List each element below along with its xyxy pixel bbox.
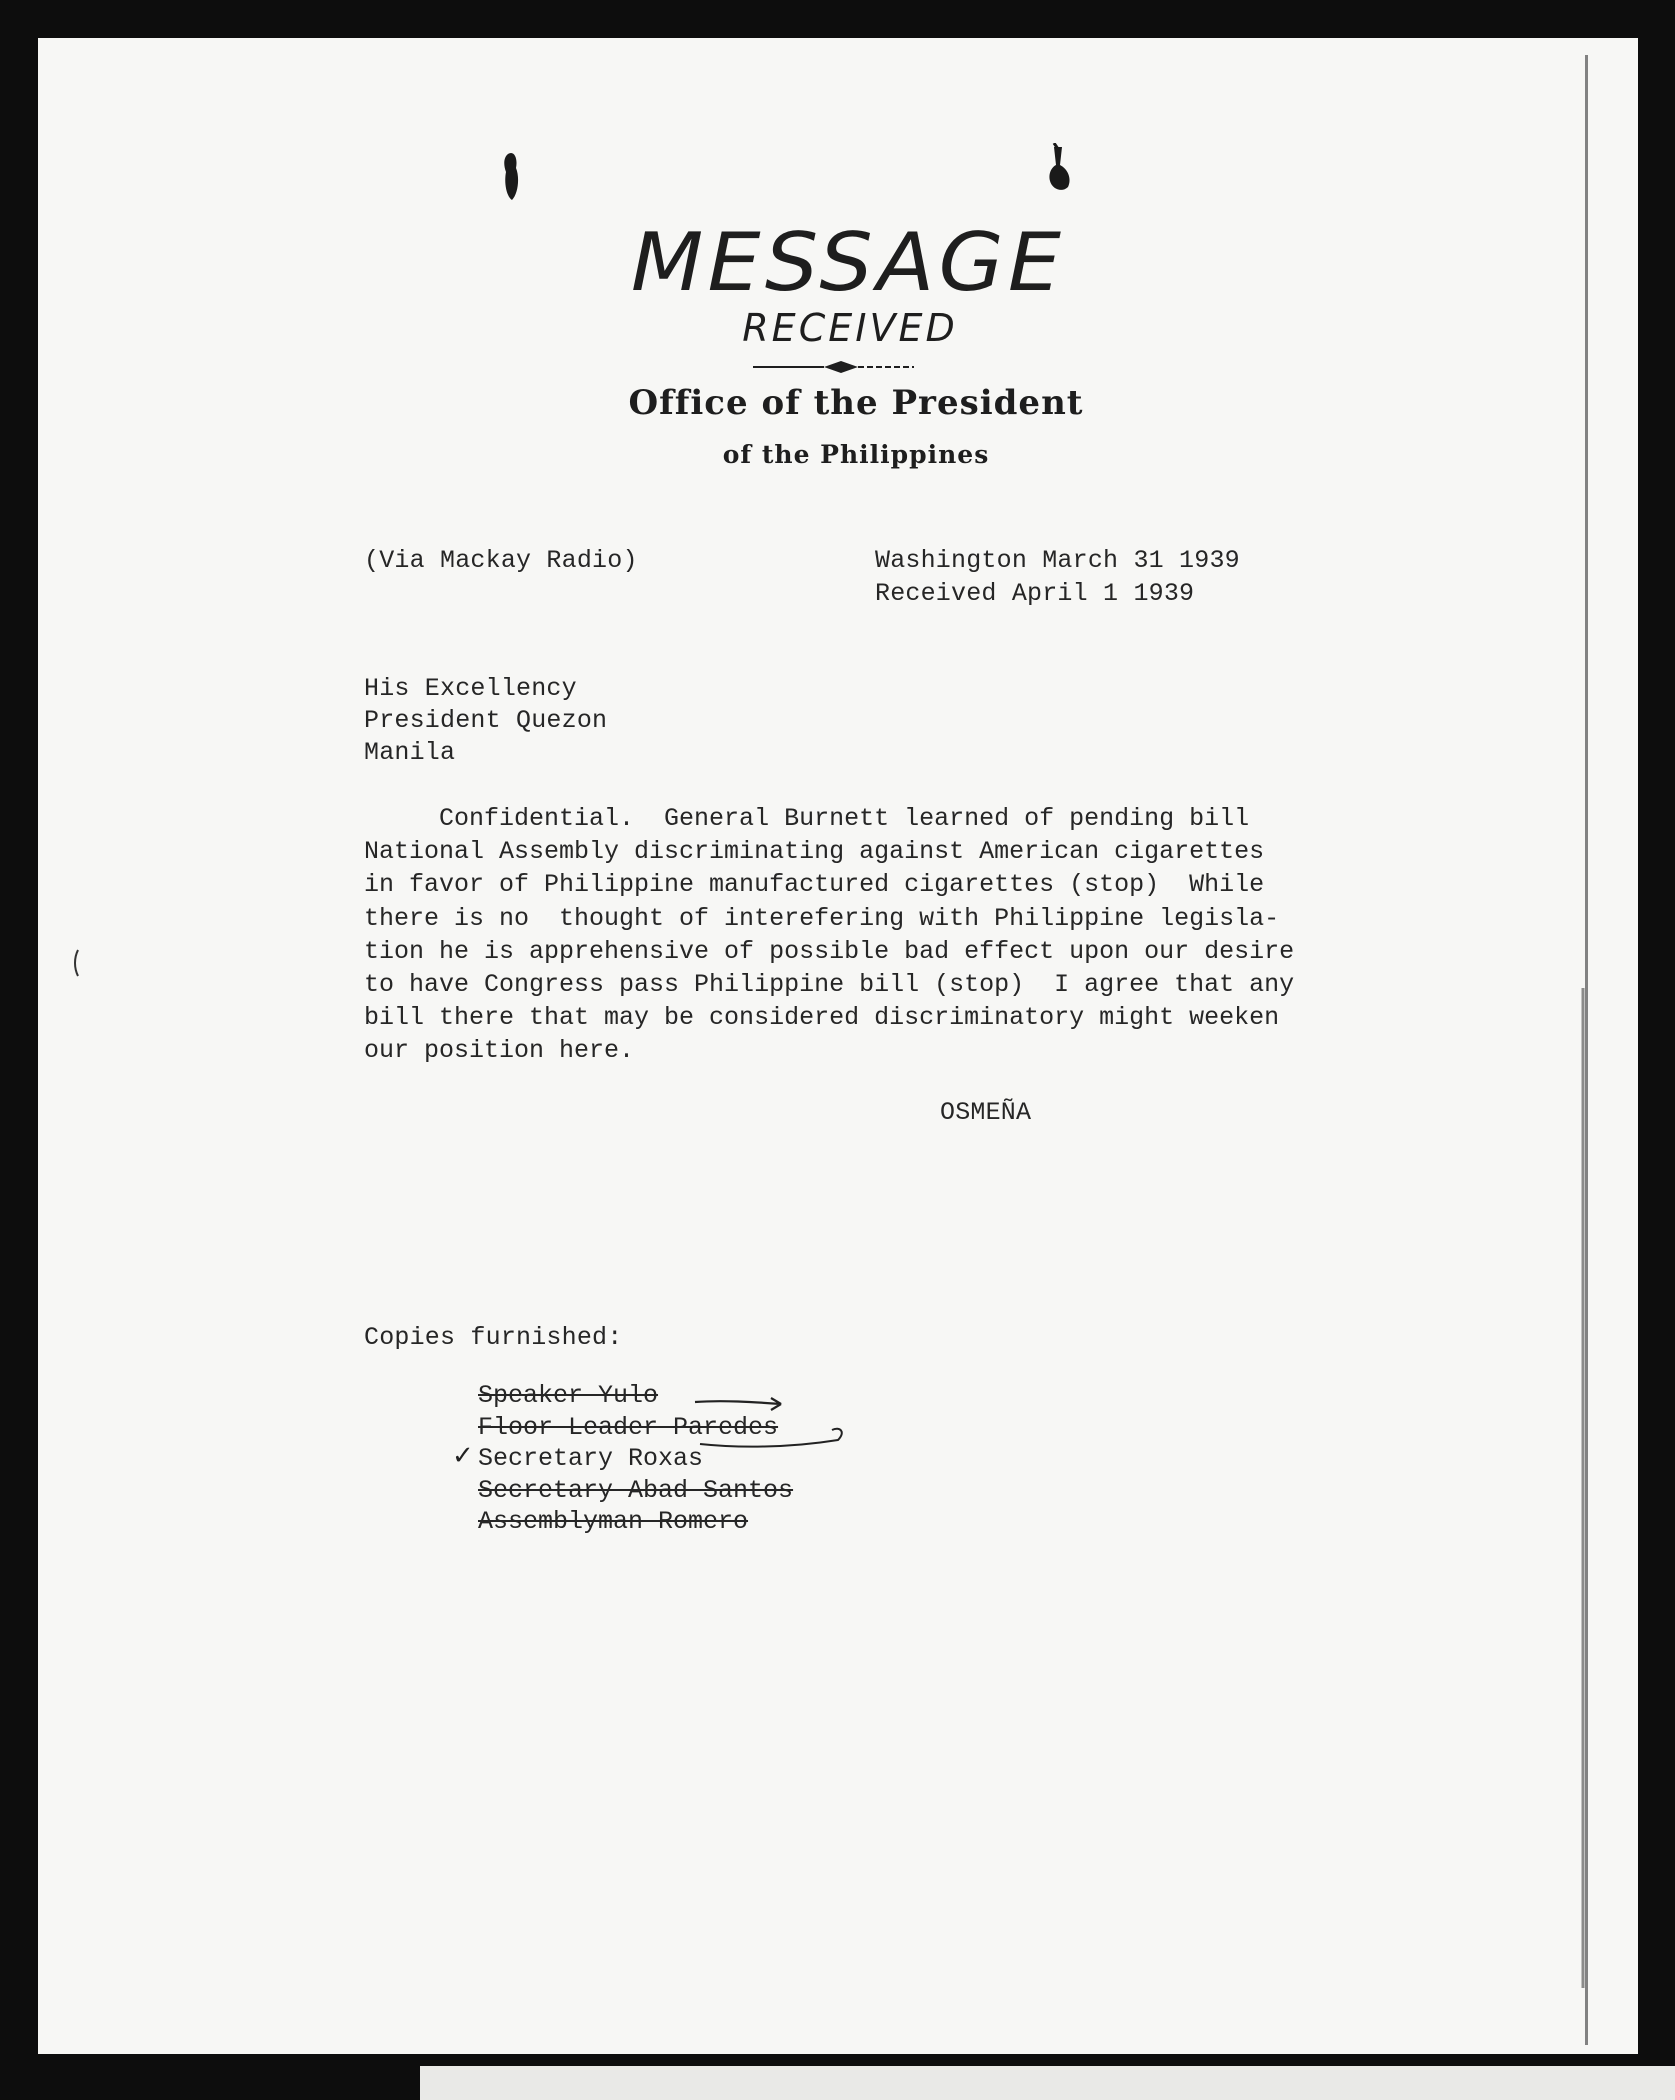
message-body bbox=[364, 802, 1464, 1068]
copy-recipient: Assemblyman Romero bbox=[478, 1507, 749, 1536]
copy-recipient: Secretary Abad Santos bbox=[478, 1475, 794, 1505]
check-mark-icon: ✓ bbox=[452, 1441, 474, 1471]
body-line: tion he is apprehensive of possible bad effect upon our desire bbox=[364, 936, 1295, 966]
underlying-page-strip bbox=[420, 2066, 1675, 2100]
body-line: National Assembly discriminating against American cigarettes bbox=[364, 837, 1265, 867]
of-the-philippines: of the Philippines bbox=[722, 440, 990, 469]
copy-recipient: Speaker Yulo bbox=[478, 1381, 659, 1410]
signature: OSMEÑA bbox=[940, 1098, 1032, 1127]
body-line: our position here. bbox=[364, 1036, 635, 1066]
body-line: to have Congress pass Philippine bill (stop) I agree that any bbox=[364, 969, 1295, 999]
copies-furnished-label: Copies furnished: bbox=[364, 1323, 623, 1352]
body-line: bill there that may be considered discriminatory might weeken bbox=[364, 1003, 1280, 1033]
office-of-the-president: Office of the President bbox=[628, 383, 1084, 423]
dateline: Washington March 31 1939 bbox=[875, 546, 1240, 575]
via-line: (Via Mackay Radio) bbox=[364, 546, 638, 575]
document-page bbox=[38, 38, 1638, 2054]
masthead-subtitle: RECEIVED bbox=[742, 306, 958, 350]
address-line-2: President Quezon bbox=[364, 706, 608, 735]
masthead-title: MESSAGE bbox=[630, 216, 1066, 309]
ink-blot-right bbox=[1040, 143, 1080, 213]
margin-mark bbox=[72, 948, 80, 978]
copy-recipient: Floor Leader Paredes bbox=[478, 1412, 779, 1442]
binding-shadow bbox=[1573, 988, 1593, 1988]
address-line-1: His Excellency bbox=[364, 674, 577, 703]
body-line: in favor of Philippine manufactured cigarettes (stop) While bbox=[364, 870, 1265, 900]
page-edge bbox=[1585, 55, 1588, 2045]
pen-stroke-arrow bbox=[693, 1390, 793, 1414]
copy-recipient-label: Secretary Roxas bbox=[478, 1444, 704, 1473]
masthead-ornament bbox=[38, 360, 1638, 374]
body-line: there is no thought of interefering with Philippine legisla- bbox=[364, 903, 1280, 933]
address-line-3: Manila bbox=[364, 738, 456, 767]
ink-blot-left bbox=[500, 148, 524, 208]
received-date: Received April 1 1939 bbox=[875, 579, 1195, 608]
pen-stroke-loop bbox=[698, 1422, 848, 1452]
body-line: Confidential. General Burnett learned of pending bill bbox=[364, 804, 1250, 833]
